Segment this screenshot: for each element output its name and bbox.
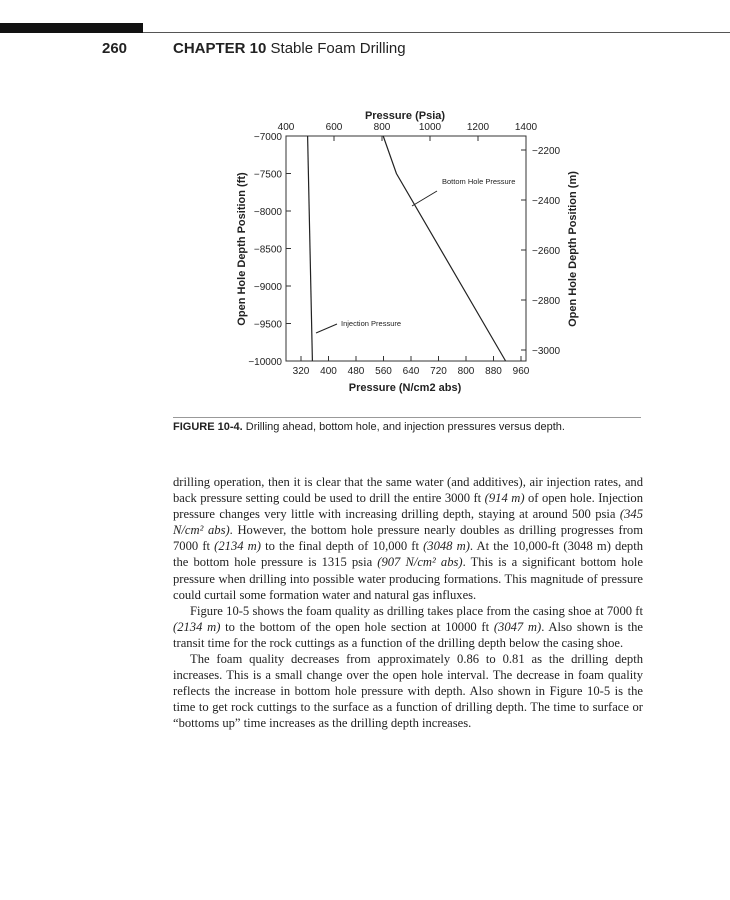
bottom-axis-label: Pressure (N/cm2 abs) bbox=[348, 382, 462, 394]
bottom-tick-label: 800 bbox=[457, 366, 475, 377]
p1-text-5: . At the 10,000-ft (3048 m) depth the bottom hole pressure is 1315 psia bbox=[173, 539, 644, 570]
body-text bbox=[173, 474, 643, 732]
p1-text-3: . However, the bottom hole pressure nearly doubles as drilling progresses from 7000 ft bbox=[173, 523, 643, 554]
top-tick-label: 1400 bbox=[514, 122, 538, 133]
top-tick-label: 1200 bbox=[466, 122, 490, 133]
left-tick-label: −9500 bbox=[253, 319, 282, 331]
injection-pressure-leader bbox=[316, 324, 337, 333]
p1-text-4: to the final depth of 10,000 ft bbox=[260, 539, 424, 554]
right-tick-label: −2400 bbox=[532, 196, 561, 207]
bottom-tick-label: 400 bbox=[320, 366, 337, 377]
bottom-tick-label: 960 bbox=[512, 366, 530, 377]
left-tick-label: −7500 bbox=[253, 169, 282, 181]
right-tick-label: −3000 bbox=[532, 346, 561, 357]
caption-rule bbox=[173, 417, 641, 418]
paragraph-3: The foam quality decreases from approximately 0.86 to 0.81 as the drilling depth increases. This is a small change over the open hole interval. The decrease in foam quality reflects the increase in bottom hole pressure with depth. Also shown in Figure 10-5 is the time to get rock cuttings to the surface as a function of drilling depth. The time to surface or “bottoms up” time increases as the drilling depth increases. bbox=[173, 652, 643, 731]
plot-frame bbox=[286, 136, 526, 361]
chapter-title: Stable Foam Drilling bbox=[270, 40, 406, 57]
p1-italic-3: (2134 m) bbox=[214, 539, 261, 554]
chapter-label: CHAPTER 10 bbox=[173, 40, 267, 57]
paragraph-1 bbox=[173, 474, 643, 603]
figure-caption bbox=[173, 421, 643, 433]
top-tick-label: 400 bbox=[277, 122, 295, 133]
p1-text-2: of open hole. Injection pressure changes very little with increasing drilling depth, staying at around 500 psia bbox=[173, 491, 643, 522]
page-number: 260 bbox=[102, 40, 128, 57]
p2-italic-1: (2134 m) bbox=[173, 619, 221, 634]
caption-text: Drilling ahead, bottom hole, and injection pressures versus depth. bbox=[245, 421, 565, 433]
p1-text-1: drilling operation, then it is clear that the same water (and additives), air injection rates, and back pressure setting could be used to drill the entire 3000 ft bbox=[173, 475, 643, 506]
top-axis-label: Pressure (Psia) bbox=[364, 110, 446, 122]
p2-italic-2: (3047 m) bbox=[493, 619, 542, 634]
bottom-tick-label: 480 bbox=[347, 366, 365, 377]
p1-italic-4: (3048 m) bbox=[423, 539, 470, 554]
bottom-tick-label: 640 bbox=[402, 366, 420, 377]
left-tick-label: −8000 bbox=[253, 207, 282, 218]
p2-text-2: to the bottom of the open hole section at 10000 ft bbox=[220, 619, 494, 634]
left-tick-label: −8500 bbox=[253, 244, 282, 256]
top-tick-label: 600 bbox=[325, 122, 343, 133]
bottom-tick-label: 880 bbox=[485, 366, 502, 377]
bottom-tick-label: 320 bbox=[292, 366, 310, 377]
right-axis-label: Open Hole Depth Position (m) bbox=[567, 171, 579, 327]
top-tick-label: 1000 bbox=[418, 122, 442, 133]
paragraph-2 bbox=[173, 603, 643, 651]
p2-text-1: Figure 10-5 shows the foam quality as drilling takes place from the casing shoe at 7000 ft bbox=[190, 603, 643, 618]
right-tick-label: −2200 bbox=[532, 146, 561, 157]
caption-label: FIGURE 10-4. bbox=[173, 421, 243, 433]
left-tick-label: −9000 bbox=[253, 282, 282, 293]
top-tick-label: 800 bbox=[373, 122, 391, 133]
bottom-hole-pressure-leader bbox=[412, 191, 437, 206]
injection-pressure-line bbox=[308, 136, 313, 361]
bottom-hole-pressure-line bbox=[383, 136, 505, 361]
bottom-tick-label: 560 bbox=[375, 366, 392, 377]
p1-text-6: . This is a significant bottom hole pressure when drilling into possible water producing formations. This magnitude of pressure could curtail some formation water and natural gas influxes. bbox=[173, 555, 643, 602]
left-axis-label: Open Hole Depth Position (ft) bbox=[236, 172, 248, 326]
p1-italic-5: (907 N/cm² abs) bbox=[377, 555, 463, 570]
left-tick-label: −10000 bbox=[248, 357, 282, 368]
right-tick-label: −2600 bbox=[532, 246, 561, 257]
p1-italic-1: (914 m) bbox=[484, 491, 525, 506]
injection-pressure-annotation: Injection Pressure bbox=[341, 319, 402, 328]
right-tick-label: −2800 bbox=[532, 296, 561, 307]
p2-text-3: . Also shown is the transit time for the rock cuttings as a function of the drilling depth below the casing shoe. bbox=[173, 619, 643, 650]
bottom-hole-pressure-annotation: Bottom Hole Pressure bbox=[442, 177, 516, 186]
p1-italic-2: (345 N/cm² abs) bbox=[173, 507, 643, 538]
left-tick-label: −7000 bbox=[253, 132, 282, 143]
pressure-depth-chart bbox=[0, 0, 730, 410]
bottom-tick-label: 720 bbox=[430, 366, 447, 377]
